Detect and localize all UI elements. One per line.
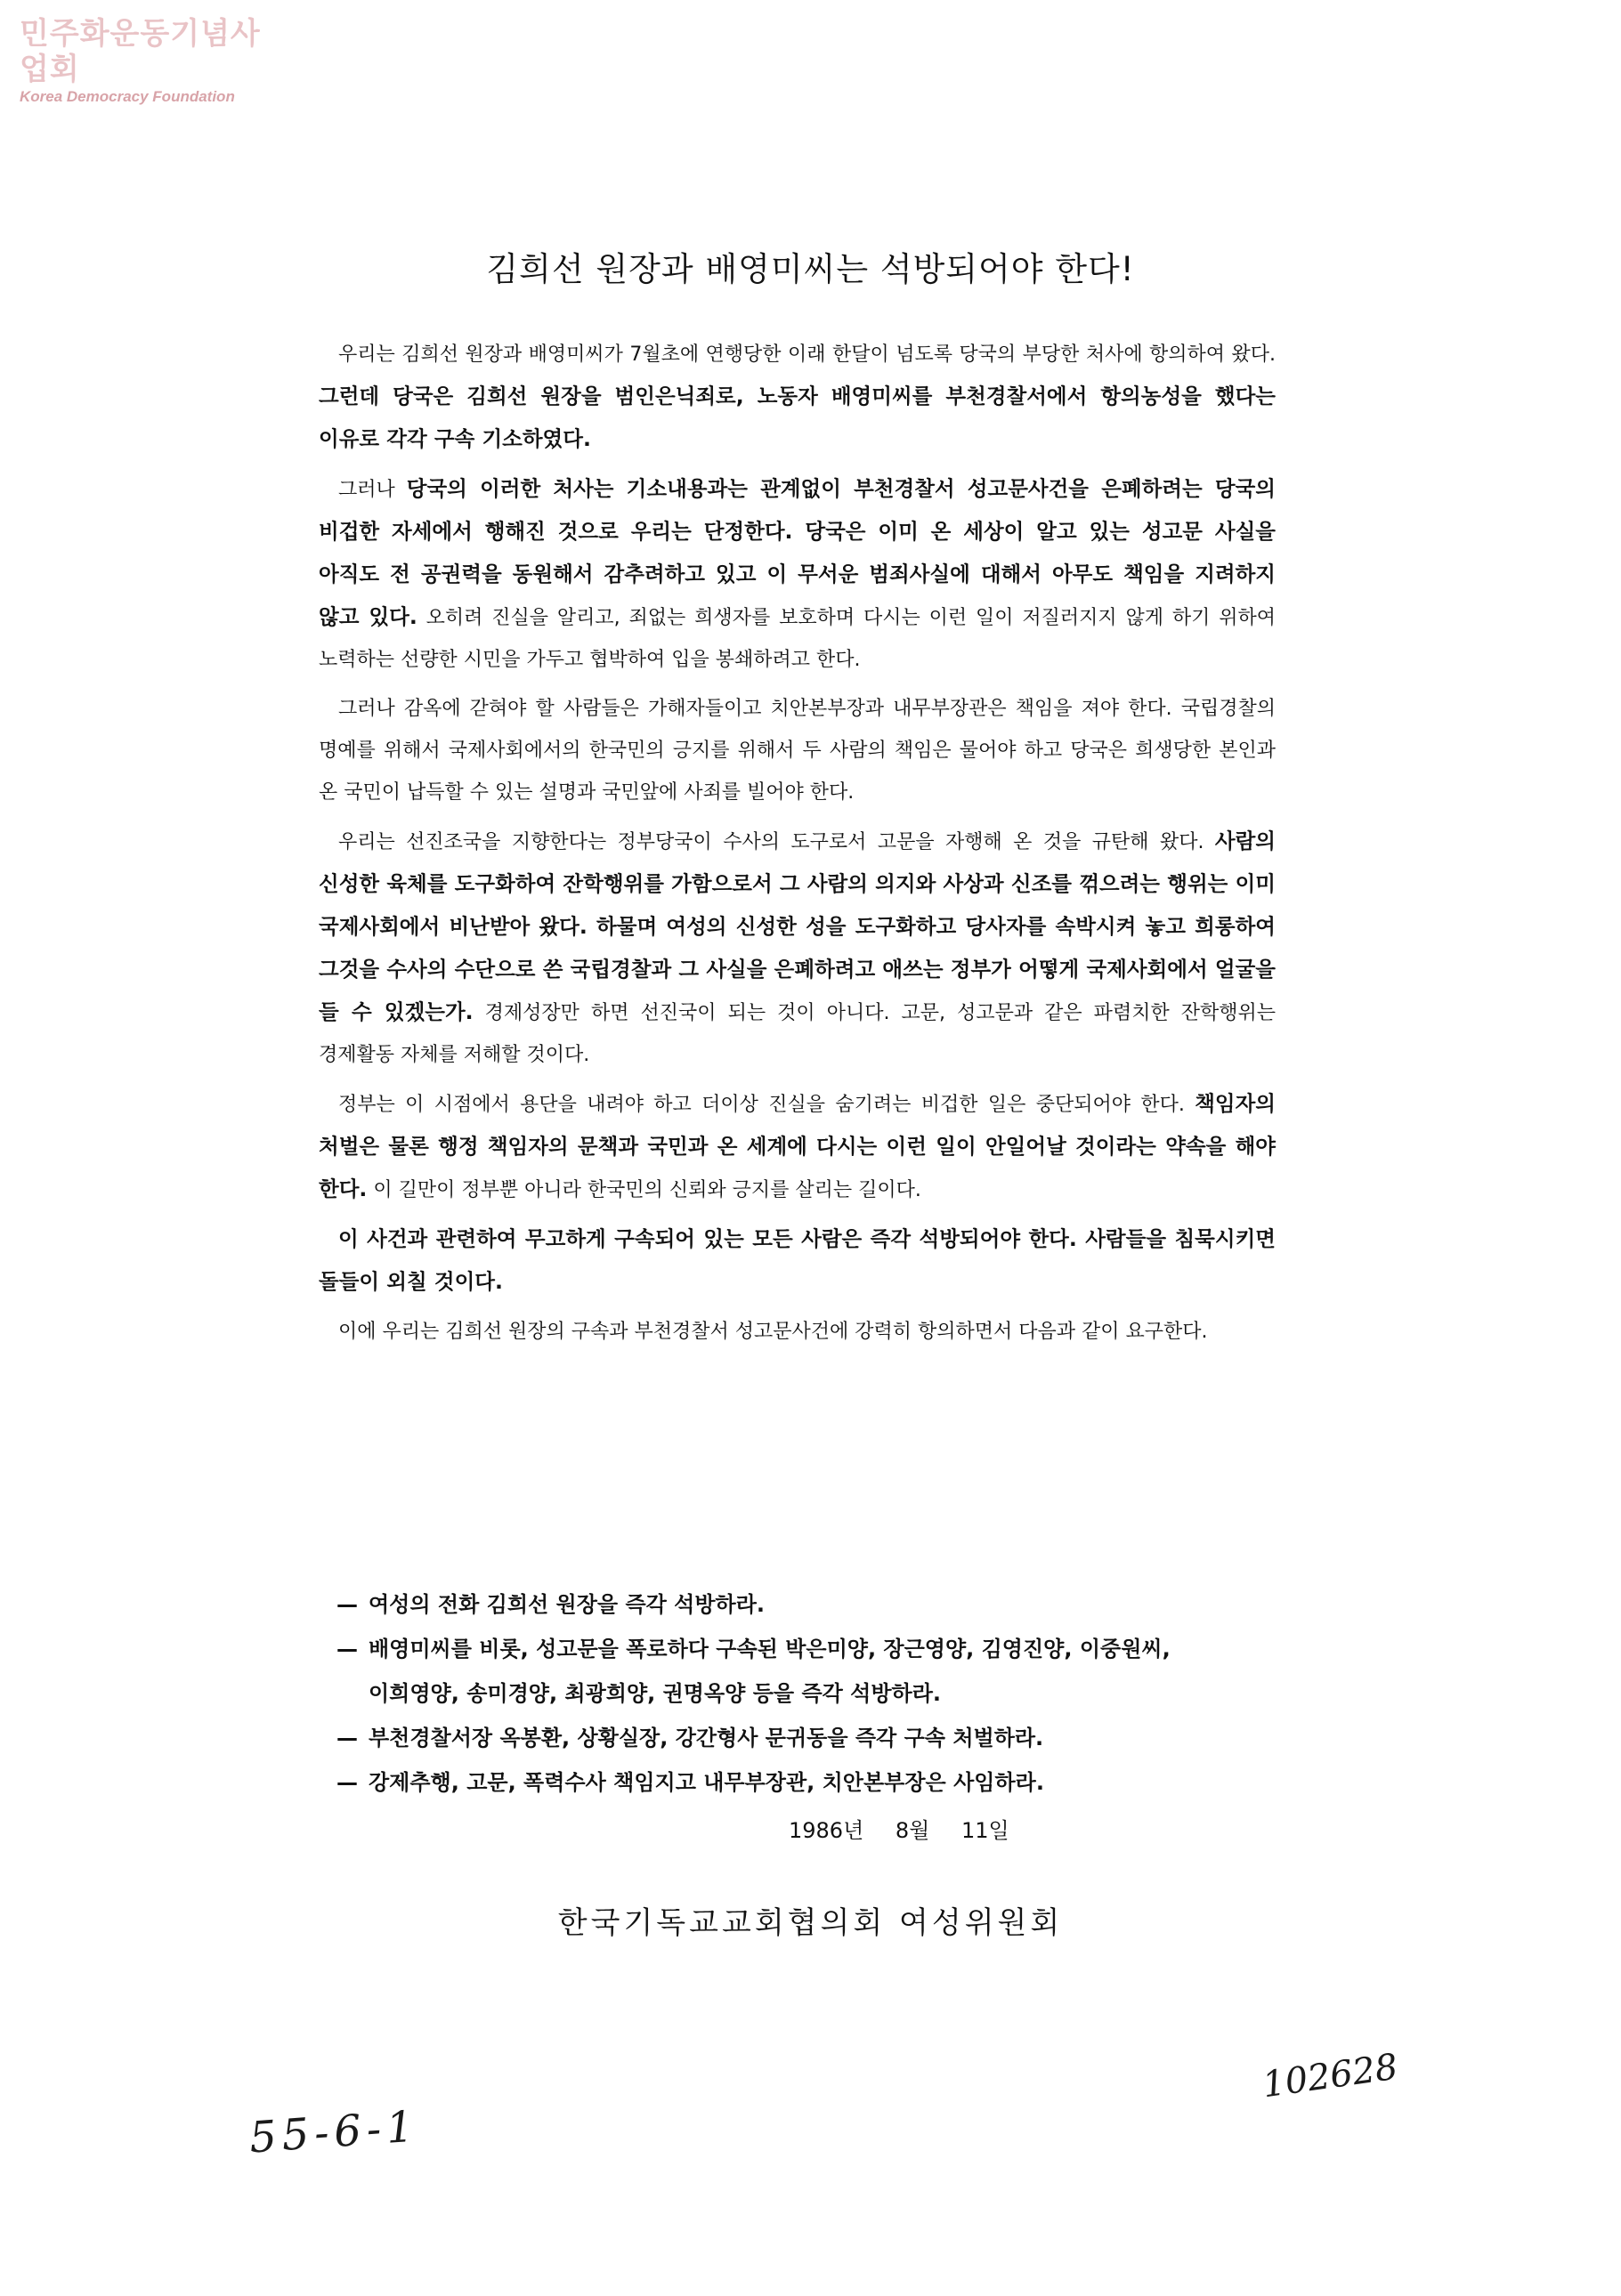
demand-item-continued [336, 1671, 1280, 1716]
demand-item [336, 1716, 1280, 1760]
body-text: 우리는 선진조국을 지향한다는 정부당국이 수사의 도구로서 고문을 자행해 온 것을 규탄해 왔다. [338, 831, 1215, 853]
bold-text: 책임자의 처벌은 물론 행정 책임자의 문책과 국민과 온 세계에 다시는 이런 일이 안일어날 것이라는 약속을 해야 한다. [319, 1091, 1276, 1201]
body-text: 오히려 진실을 알리고, 죄없는 희생자를 보호하며 다시는 이런 일이 저질러지지 않게 하기 위하여 노력하는 선량한 시민을 가두고 협박하여 입을 봉쇄하려고 한다. [319, 607, 1276, 671]
body-paragraph [319, 688, 1276, 813]
demand-dash: — [336, 1637, 358, 1661]
demand-dash: — [336, 1592, 358, 1617]
demands-list [336, 1582, 1280, 1805]
body-text: 그러나 [338, 479, 407, 501]
demand-dash: — [336, 1726, 358, 1750]
demand-text: 배영미씨를 비롯, 성고문을 폭로하다 구속된 박은미양, 장근영양, 김영진양, 이중원씨, [369, 1637, 1171, 1661]
demand-item [336, 1582, 1280, 1627]
bold-text: 이 사건과 관련하여 무고하게 구속되어 있는 모든 사람은 즉각 석방되어야 한다. 사람들을 침묵시키면 돌들이 외칠 것이다. [319, 1226, 1276, 1294]
body-text: 이 길만이 정부뿐 아니라 한국민의 신뢰와 긍지를 살리는 길이다. [367, 1179, 921, 1201]
body-paragraph [319, 821, 1276, 1076]
watermark-english: Korea Democracy Foundation [20, 88, 235, 105]
issuing-organization: 한국기독교교회협의회 여성위원회 [557, 1905, 1064, 1941]
handwritten-archive-number: 102628 [1260, 2046, 1401, 2106]
demand-text: 강제추행, 고문, 폭력수사 책임지고 내무부장관, 치안본부장은 사임하라. [369, 1770, 1044, 1795]
body-paragraph [319, 1311, 1276, 1353]
handwritten-file-code: 55-6-1 [247, 2101, 421, 2163]
body-paragraph [319, 468, 1276, 681]
bold-text: 그런데 당국은 김희선 원장을 범인은닉죄로, 노동자 배영미씨를 부천경찰서에서 항의농성을 했다는 이유로 각각 구속 기소하였다. [319, 384, 1276, 451]
statement-body [319, 334, 1276, 1360]
body-text: 정부는 이 시점에서 용단을 내려야 하고 더이상 진실을 숨기려는 비겁한 일은 중단되어야 한다. [338, 1094, 1195, 1116]
body-text: 우리는 김희선 원장과 배영미씨가 7월초에 연행당한 이래 한달이 넘도록 당국의 부당한 처사에 항의하여 왔다. [338, 344, 1276, 366]
body-paragraph [319, 1083, 1276, 1211]
demand-dash: — [336, 1770, 358, 1795]
demand-text: 이희영양, 송미경양, 최광희양, 권명옥양 등을 즉각 석방하라. [369, 1681, 942, 1706]
watermark-logo [20, 16, 287, 107]
body-paragraph [319, 1218, 1276, 1304]
body-text: 이에 우리는 김희선 원장의 구속과 부천경찰서 성고문사건에 강력히 항의하면서 다음과 같이 요구한다. [338, 1321, 1208, 1343]
document-title: 김희선 원장과 배영미씨는 석방되어야 한다! [486, 250, 1135, 288]
demand-item [336, 1627, 1280, 1671]
bold-text: 사람의 신성한 육체를 도구화하여 잔학행위를 가함으로서 그 사람의 의지와 사상과 신조를 꺾으려는 행위는 이미 국제사회에서 비난받아 왔다. 하물며 여성의 신성한 성을 도구화하고 당사자를 속박시켜 놓고 희롱하여 그것을 수사의 수단으로 쓴 국립경찰과 그 사실을 은폐하려고 애쓰는 정부가 어떻게 국제사회에서 얼굴을 들 수 있겠는가. [319, 829, 1276, 1024]
demand-text: 여성의 전화 김희선 원장을 즉각 석방하라. [369, 1592, 766, 1617]
demand-text: 부천경찰서장 옥봉환, 상황실장, 강간형사 문귀동을 즉각 구속 처벌하라. [369, 1726, 1044, 1750]
statement-date: 1986년 8월 11일 [789, 1818, 1009, 1843]
body-text: 경제성장만 하면 선진국이 되는 것이 아니다. 고문, 성고문과 같은 파렴치한 잔학행위는 경제활동 자체를 저해할 것이다. [319, 1002, 1277, 1066]
body-paragraph [319, 334, 1276, 461]
watermark-korean: 민주화운동기념사업회 [20, 16, 261, 87]
demand-item [336, 1760, 1280, 1805]
bold-text: 당국의 이러한 처사는 기소내용과는 관계없이 부천경찰서 성고문사건을 은폐하려는 당국의 비겁한 자세에서 행해진 것으로 우리는 단정한다. 당국은 이미 온 세상이 알고 있는 성고문 사실을 아직도 전 공권력을 동원해서 감추려하고 있고 이 무서운 범죄사실에 대해서 아무도 책임을 지려하지 않고 있다. [319, 476, 1277, 629]
body-text: 그러나 감옥에 갇혀야 할 사람들은 가해자들이고 치안본부장과 내무부장관은 책임을 져야 한다. 국립경찰의 명예를 위해서 국제사회에서의 한국민의 긍지를 위해서 두 사람의 책임은 물어야 하고 당국은 희생당한 본인과 온 국민이 납득할 수 있는 설명과 국민앞에 사죄를 빌어야 한다. [319, 698, 1276, 804]
